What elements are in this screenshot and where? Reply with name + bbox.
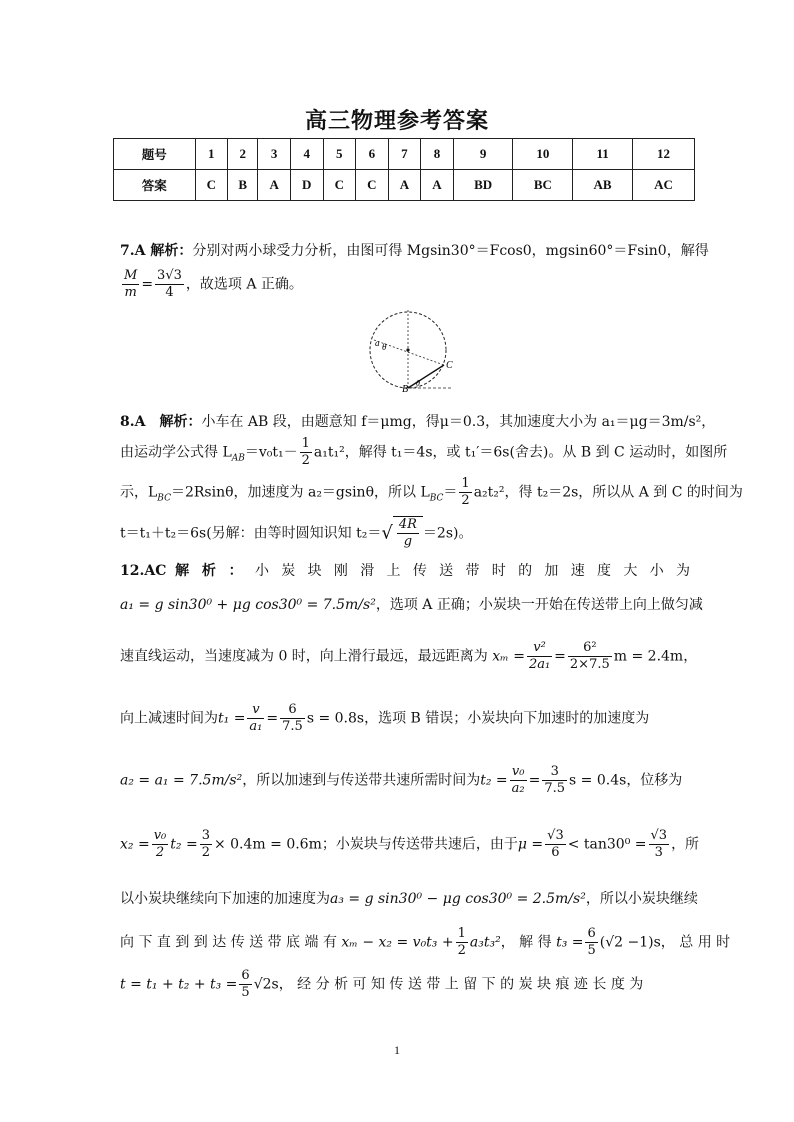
q12-text-9c: ， 经 分 析 可 知 传 送 带 上 留 下 的 炭 块 痕 迹 长 度 为 [278,976,644,993]
q12-text-2b: ，选项 A 正确；小炭块一开始在传送带上向上做匀减 [375,597,703,613]
sub-ab: AB [231,453,245,464]
answer-table [113,138,695,201]
page-number: 1 [394,1043,400,1057]
frac-den: 4 [165,285,174,300]
q8-text-3c: ＝ [443,484,458,501]
q7-text-2: ，故选项 A 正确。 [185,276,303,293]
eq-x2: x₂ = [120,836,150,853]
q7-frac-lhs [122,268,139,301]
sub-bc: BC [429,493,444,504]
frac-den: 2 [201,845,210,860]
q12-text-7a: 以小炭块继续向下加速的加速度为 [120,891,330,907]
frac-num: v₀ [153,828,167,843]
eq-t3: t₃ = [556,934,584,951]
frac-6-5 [585,926,597,959]
frac-36-15 [568,640,612,673]
q8-half-frac [300,436,312,469]
q8-text-2a: 由运动学公式得 L [120,444,232,461]
q8-line-3 [120,476,743,512]
table-cell: 2 [228,139,258,170]
q12-line-3: 速直线运动，当速度减为 0 时，向上滑行最远，最远距离为 xₘ = $\frac{\text{v²}}{\text{2a₁}}$ = $\frac{\text{6²}}{2\times 7.5}$ m = 2.4m， [120,640,698,672]
q12-text-8d: ， 解 得 [500,934,552,951]
q8-text-3a: 示，L [120,484,158,501]
frac-den: a₂ [511,781,525,796]
q12-line-4: 向上减速时间为t₁ = $\frac{v}{\text{a₁}}$ = $\frac{6}{7.5}$ s = 0.8s，选项 B 错误；小炭块向下加速时的加速度为 [120,702,650,734]
frac-num: 1 [461,476,470,491]
frac-num: 6² [568,640,612,657]
table-cell: 12 [632,139,694,170]
q8-sqrt-frac [397,517,419,550]
q12-text-6d: < tan30⁰ = [567,836,647,853]
frac-num: 3√3 [157,268,182,283]
table-cell: C [356,170,389,201]
label-b: B [402,384,409,392]
table-cell: 3 [258,139,291,170]
q8-text-1: 小车在 AB 段，由题意知 f＝μmg，得μ＝0.3，其加速度大小为 a₁＝μg＝3m/s²， [201,414,716,430]
table-cell: AB [573,170,633,201]
table-cell: C [323,170,356,201]
frac-3-75 [542,764,567,797]
frac-den: 5 [241,985,250,1000]
q8-text-3d: a₂t₂²，得 t₂＝2s，所以从 A 到 C 的时间为 [473,484,743,501]
q12-line-2 [120,596,703,614]
frac-den: 2 [461,493,470,508]
table-cell: A [388,170,421,201]
frac-den: 2 [457,943,466,958]
q12-text-4c: ，选项 B 错误；小炭块向下加速时的加速度为 [364,710,650,727]
center-dot [406,348,409,351]
table-cell: A [258,170,291,201]
frac-den: m [124,285,137,300]
frac-num: 3 [201,828,210,843]
q7-frac-rhs [155,268,184,301]
frac-1-2 [456,926,468,959]
q12-text-5d: ，位移为 [626,772,683,789]
q8-line-4 [120,516,690,554]
eq-t2: t₂ = [480,772,508,789]
circle-diagram [362,310,462,392]
frac-v-a1 [247,702,264,735]
table-cell: 7 [388,139,421,170]
frac-num: 6 [587,926,596,941]
table-cell: B [228,170,258,201]
table-row-numbers [114,139,695,170]
q12-line-9 [120,968,690,1008]
table-cell: 10 [513,139,573,170]
eq-a2: a₂ = a₁ = 7.5m/s² [120,772,243,789]
q12-label: 12.AC 解 析 ： [120,563,247,579]
eq-t-total: t = t₁ + t₂ + t₃ = [120,976,238,993]
label-theta: θ [382,342,387,352]
q12-text-5b: ，所以加速到与传送带共速所需时间为 [242,772,481,789]
sqrt-body [393,516,423,550]
eq-xm-x2: xₘ − x₂ = v₀t₃ + [341,934,454,951]
frac-num: v [247,702,264,719]
eq-a1: a₁ = g sin30⁰ + μg cos30⁰ = 7.5m/s² [120,597,376,613]
frac-num: v² [527,640,552,657]
q12-text-8f: ， 总 用 时 [660,934,731,951]
frac-num: 3 [542,764,567,781]
eq-t1: t₁ = [218,710,246,727]
frac-den: 7.5 [544,781,566,796]
q8-text-2b: ＝v₀t₁－ [244,444,298,461]
table-cell: 6 [356,139,389,170]
table-cell: BD [453,170,513,201]
eq-t-value: √2s [253,976,279,993]
q12-line-6 [120,828,700,872]
frac-v0-a2 [510,764,527,797]
q12-text-6c: ；小炭块与传送带共速后，由于 [321,836,518,853]
q12-text-4b: s = 0.8s [306,710,365,727]
q8-text-2c: a₁t₁²，解得 t₁＝4s，或 t₁′＝6s(舍去)。从 B 到 C 运动时，如图所 [313,444,728,461]
q12-text-7c: ，所以小炭块继续 [585,891,698,907]
sub-bc: BC [157,493,171,504]
q8-text-4a: t＝t₁＋t₂＝6s(另解：由等时圆知识知 t₂＝ [120,525,382,542]
frac-den: 2 [155,845,165,860]
q7-line-2 [120,268,690,308]
q12-line-1 [120,562,690,580]
frac-num: 1 [457,926,466,941]
frac-den: 5 [587,943,596,958]
q12-text-6e: ，所 [671,836,700,853]
label-a: a [375,338,380,348]
q12-text-3b: m = 2.4m， [613,648,698,665]
table-row-answers [114,170,695,201]
q12-text-5c: s = 0.4s [569,772,627,789]
q8-label: 8.A 解析： [120,414,202,430]
frac-den: a₁ [249,719,263,734]
q8-line-1 [120,413,716,431]
page-title: 高三物理参考答案 [304,109,489,134]
frac-den: 6 [551,845,560,860]
table-cell: 1 [195,139,228,170]
frac-v0-2 [152,828,169,861]
frac-num: √3 [650,828,668,843]
chord-bc [408,365,444,388]
equals: = [141,276,154,293]
row-label-number: 题号 [114,139,196,170]
eq-t2b: t₂ = [170,836,198,853]
table-cell: 4 [290,139,323,170]
frac-den: 2 [301,453,310,468]
frac-num: 6 [241,968,250,983]
table-cell: 8 [421,139,454,170]
frac-den: 2a₁ [528,657,551,672]
q8-text-3b: ＝2Rsinθ，加速度为 a₂＝gsinθ，所以 L [170,484,430,501]
label-theta-2: θ [416,379,420,388]
q8-half-frac-2 [459,476,471,509]
frac-den: g [403,534,413,549]
q12-text-3a: 速直线运动，当速度减为 0 时，向上滑行最远，最远距离为 [120,648,488,665]
q8-line-2 [120,436,728,472]
label-c: C [446,360,453,371]
table-cell: C [195,170,228,201]
frac-num: 6 [280,702,305,719]
table-cell: 9 [453,139,513,170]
frac-3-2 [200,828,212,861]
frac-num: 4R [398,517,417,532]
table-cell: AC [632,170,694,201]
frac-num: M [124,268,138,283]
frac-r3-6 [545,828,566,861]
frac-v2-2a1 [527,640,552,673]
frac-r3-3 [649,828,670,861]
table-cell: 5 [323,139,356,170]
row-label-answer: 答案 [114,170,196,201]
eq-xm: xₘ = [492,648,525,665]
frac-den: 2×7.5 [569,657,610,672]
q7-label: 7.A 解析： [120,243,193,259]
q12-line-5: a₂ = a₁ = 7.5m/s²，所以加速到与传送带共速所需时间为t₂ = $\frac{\text{v₀}}{\text{a₂}}$ = $\frac{3}{7.5}$ s = 0.4s，位移为 [120,764,683,796]
sqrt-sign: √ [381,522,393,544]
frac-num: v₀ [510,764,527,781]
frac-den: 3 [654,845,663,860]
q8-text-4b: ＝2s)。 [422,525,473,542]
q12-text-8a: 向 下 直 到 到 达 传 送 带 底 端 有 [120,934,337,951]
eq-t3-value: (√2 −1)s [599,934,661,951]
q12-text-4a: 向上减速时间为 [120,710,218,727]
table-cell: A [421,170,454,201]
table-cell: D [290,170,323,201]
frac-num: √3 [547,828,564,843]
q12-line-8 [120,926,731,966]
eq-a3t3: a₃t₃² [469,934,501,951]
q7-line-1 [120,242,709,260]
frac-6-5b [239,968,251,1001]
q12-line-7 [120,890,698,908]
eq-mu: μ = [517,836,544,853]
eq-a3: a₃ = g sin30⁰ − μg cos30⁰ = 2.5m/s² [330,891,586,907]
frac-num: 1 [301,436,310,451]
frac-6-75 [280,702,305,735]
q12-text-6b: × 0.4m = 0.6m [213,836,322,853]
frac-den: 7.5 [282,719,303,734]
table-cell: 11 [573,139,633,170]
q7-text-1: 分别对两小球受力分析，由图可得 Mgsin30°＝Fcos0，mgsin60°＝Fsin0，解得 [192,243,709,259]
table-cell: BC [513,170,573,201]
q12-text-1: 小 炭 块 刚 滑 上 传 送 带 时 的 加 速 度 大 小 为 [254,563,691,579]
